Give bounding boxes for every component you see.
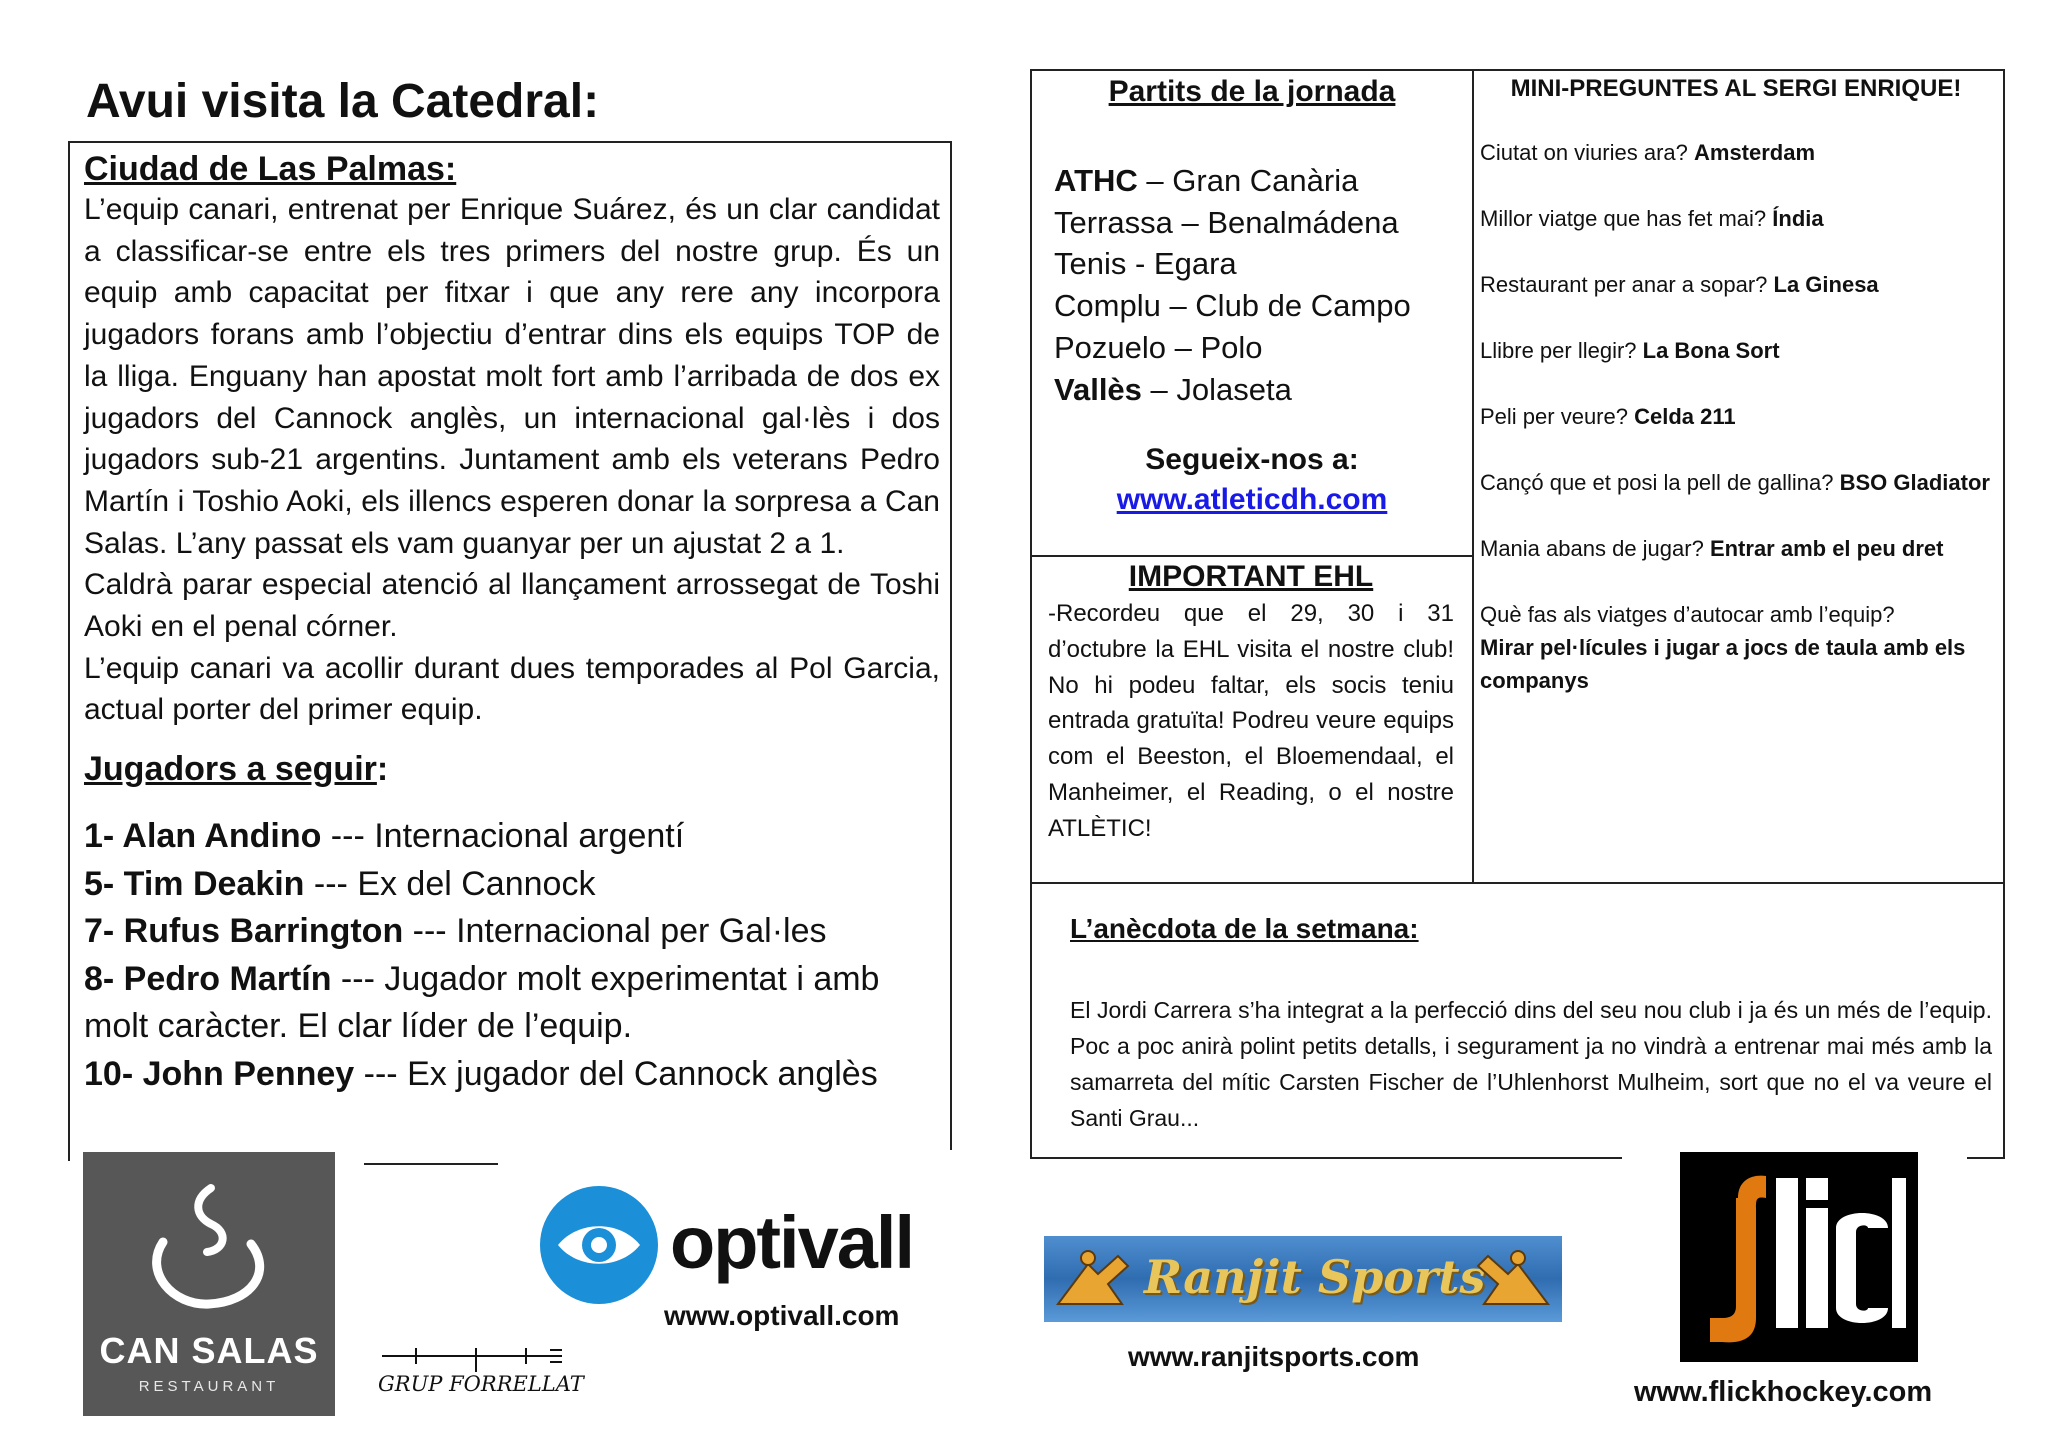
website-link[interactable]: www.atleticdh.com [1116, 483, 1388, 517]
swirl-logo-icon [133, 1182, 283, 1312]
player-desc: --- Jugador molt experimentat i amb molt caràcter. El clar líder de l’equip. [84, 959, 880, 1046]
ranjit-name: Ranjit Sports [1144, 1250, 1486, 1304]
anecdote-title: L’anècdota de la setmana: [1070, 913, 1419, 944]
match-away: – Club de Campo [1160, 288, 1411, 324]
answer: Amsterdam [1694, 140, 1816, 165]
can-salas-name: CAN SALAS [99, 1330, 319, 1371]
players-title: Jugadors a seguir [84, 750, 377, 789]
player-item [84, 908, 940, 956]
player-name: 5- Tim Deakin [84, 864, 305, 903]
question: Llibre per llegir? [1480, 338, 1643, 363]
grup-forrellat-name: GRUP FORRELLAT [378, 1372, 584, 1396]
divider [1472, 71, 1474, 884]
hockey-player-icon [1468, 1244, 1558, 1314]
question: Cançó que et posi la pell de gallina? [1480, 470, 1840, 495]
player-desc: --- Ex del Cannock [304, 864, 596, 903]
answer: Mirar pel·lícules i jugar a jocs de taula amb els companys [1480, 635, 1966, 693]
player-item [84, 956, 940, 1051]
question: Mania abans de jugar? [1480, 536, 1710, 561]
match-item [1046, 327, 1458, 369]
player-desc: --- Internacional argentí [321, 817, 685, 856]
divider [364, 1163, 498, 1165]
match-home: Tenis [1054, 246, 1127, 282]
player-item [84, 861, 940, 909]
fork-icon [376, 1344, 566, 1374]
match-item [1046, 160, 1458, 202]
players-title-colon: : [376, 750, 389, 789]
answer: Entrar amb el peu dret [1709, 536, 1944, 561]
grup-forrellat-logo [376, 1344, 584, 1404]
question-item [1480, 400, 1992, 433]
anecdote-text: El Jordi Carrera s’ha integrat a la perfecció dins del seu nou club i ja és un més de l’equip. Poc a poc anirà polint petits detalls, i segurament ja no vindrà a entrenar mai més amb la samarreta del mític Carsten Fischer de l’Uhlenhorst Mulheim, sort que no el va veure el Santi Grau... [1070, 997, 1992, 1131]
match-away: – Gran Canària [1137, 163, 1359, 198]
team-info-box [68, 141, 952, 1161]
match-item [1046, 369, 1458, 411]
player-name: 10- John Penney [84, 1054, 355, 1093]
team-paragraph: L’equip canari, entrenat per Enrique Suárez, és un clar candidat a classificar-se entre els tres primers del nostre grup. És un equip amb capacitat per fitxar i que any rere any incorpora jugadors forans amb l’objectiu d’entrar dins els equips TOP de la lliga. Enguany han apostat molt fort amb l’arribada de dos ex jugadors del Cannock anglès, un internacional gal·lès i dos jugadors sub-21 argentins. Juntament amb els veterans Pedro Martín i Toshio Aoki, els illencs esperen donar la sorpresa a Can Salas. L’any passat els vam guanyar per un ajustat 2 a 1. [84, 193, 940, 560]
question: Què fas als viatges d’autocar amb l’equip? [1480, 602, 1895, 627]
hockey-player-icon [1048, 1244, 1138, 1314]
answer: BSO Gladiator [1839, 470, 1990, 495]
question: Peli per veure? [1480, 404, 1635, 429]
match-home: Terrassa [1054, 204, 1173, 240]
can-salas-logo [83, 1152, 335, 1416]
question: Restaurant per anar a sopar? [1480, 272, 1774, 297]
match-item [1046, 285, 1458, 327]
answer: Celda 211 [1634, 404, 1736, 429]
optivall-logo [520, 1170, 940, 1310]
follow-label: Segueix-nos a: [1145, 443, 1359, 477]
match-home: Complu [1054, 288, 1161, 324]
question-item [1480, 532, 1992, 565]
match-away: – Benalmádena [1172, 204, 1399, 240]
mini-questions-title: MINI-PREGUNTES AL SERGI ENRIQUE! [1510, 75, 1962, 102]
divider [1032, 555, 1474, 557]
optivall-name: optivall [670, 1201, 914, 1284]
page-title: Avui visita la Catedral: [86, 75, 600, 128]
question-item [1480, 598, 1992, 697]
player-desc: --- Internacional per Gal·les [403, 912, 827, 951]
flick-url[interactable]: www.flickhockey.com [1634, 1376, 1933, 1408]
team-paragraph: Caldrà parar especial atenció al llançament arrossegat de Toshi Aoki en el penal córner. [84, 568, 940, 644]
mini-questions-section [1480, 72, 1992, 730]
question-item [1480, 202, 1992, 235]
match-away: – Jolaseta [1141, 371, 1292, 407]
player-name: 8- Pedro Martín [84, 959, 332, 998]
optivall-url[interactable]: www.optivall.com [664, 1300, 900, 1331]
question: Ciutat on viuries ara? [1480, 140, 1694, 165]
ranjit-logo [1044, 1236, 1562, 1322]
flick-wordmark-icon [1692, 1168, 1906, 1348]
ehl-text: -Recordeu que el 29, 30 i 31 d’octubre la EHL visita el nostre club! No hi podeu faltar, els socis teniu entrada gratuïta! Podreu veure equips com el Beeston, el Bloemendaal, el Manheimer, el Reading, o el nostre ATLÈTIC! [1048, 600, 1454, 842]
player-name: 1- Alan Andino [84, 817, 322, 856]
player-item [84, 1051, 940, 1099]
divider [1032, 882, 2003, 884]
question-item [1480, 466, 1992, 499]
ehl-title: IMPORTANT EHL [1128, 560, 1374, 593]
match-away: – Polo [1166, 329, 1263, 365]
answer: Índia [1772, 206, 1824, 231]
player-desc: --- Ex jugador del Cannock anglès [354, 1054, 878, 1093]
players-heading [84, 749, 940, 789]
match-home: ATHC [1054, 163, 1138, 198]
answer: La Bona Sort [1642, 338, 1780, 363]
question: Millor viatge que has fet mai? [1480, 206, 1773, 231]
can-salas-subtitle: RESTAURANT [138, 1378, 280, 1395]
questions-list [1480, 136, 1992, 697]
question-item [1480, 334, 1992, 367]
question-item [1480, 136, 1992, 169]
match-away: - Egara [1126, 246, 1237, 282]
ehl-section [1048, 558, 1454, 847]
match-home: Pozuelo [1054, 329, 1167, 365]
matches-section [1046, 72, 1458, 520]
match-home: Vallès [1054, 371, 1142, 407]
matches-list [1046, 160, 1458, 410]
matches-title: Partits de la jornada [1108, 75, 1396, 108]
match-item [1046, 202, 1458, 244]
team-title: Ciudad de Las Palmas: [84, 150, 457, 188]
eye-icon [540, 1186, 658, 1304]
flick-logo [1680, 1152, 1918, 1362]
player-name: 7- Rufus Barrington [84, 912, 404, 951]
ranjit-url[interactable]: www.ranjitsports.com [1128, 1341, 1420, 1372]
match-item [1046, 243, 1458, 285]
answer: La Ginesa [1773, 272, 1879, 297]
question-item [1480, 268, 1992, 301]
player-item [84, 813, 940, 861]
players-list [84, 813, 940, 1098]
team-paragraph: L’equip canari va acollir durant dues temporades al Pol Garcia, actual porter del primer equip. [84, 651, 940, 727]
